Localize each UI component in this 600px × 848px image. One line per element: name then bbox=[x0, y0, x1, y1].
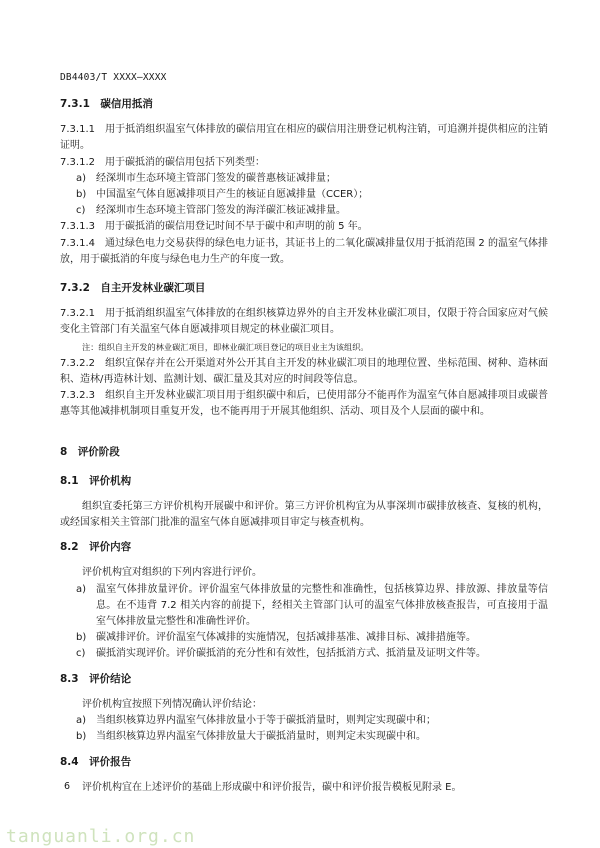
list-item bbox=[60, 171, 548, 187]
list-marker: b) bbox=[76, 731, 87, 743]
section-heading-8-1: 8.1 评价机构 bbox=[60, 474, 132, 487]
evaluation-content-list bbox=[60, 582, 548, 663]
list-item bbox=[60, 713, 548, 729]
clause-7-3-1-3: 7.3.1.3 用于碳抵消的碳信用登记时间不早于碳中和声明的前 5 年。 bbox=[60, 221, 368, 233]
clause-7-3-1-1: 7.3.1.1 用于抵消组织温室气体排放的碳信用宜在相应的碳信用注册登记机构注销，可追溯并提供相应的注销证明。 bbox=[60, 124, 548, 152]
section-heading-8-4: 8.4 评价报告 bbox=[60, 755, 132, 768]
list-marker: a) bbox=[76, 172, 87, 184]
list-marker: c) bbox=[76, 205, 86, 217]
page-number: 6 bbox=[64, 781, 71, 792]
chapter-heading-8: 8 评价阶段 bbox=[60, 446, 120, 459]
clause-7-3-1-4: 7.3.1.4 通过绿色电力交易获得的绿色电力证书，其证书上的二氧化碳减排量仅用于抵消范围 2 的温室气体排放，用于碳抵消的年度与绿色电力生产的年度一致。 bbox=[60, 237, 548, 265]
watermark: tanguanli.org.cn bbox=[6, 826, 196, 847]
paragraph-8-2-intro: 评价机构宜对组织的下列内容进行评价。 bbox=[82, 567, 262, 579]
list-item-text: 碳抵消实现评价。评价碳抵消的充分性和有效性，包括抵消方式、抵消量及证明文件等。 bbox=[96, 648, 486, 660]
note: 注：组织自主开发的林业碳汇项目，即林业碳汇项目登记的项目业主为该组织。 bbox=[82, 341, 369, 352]
list-item-text: 经深圳市生态环境主管部门签发的海洋碳汇核证减排量。 bbox=[96, 205, 346, 217]
list-marker: a) bbox=[76, 715, 87, 727]
list-item-text: 当组织核算边界内温室气体排放量小于等于碳抵消量时，则判定实现碳中和； bbox=[96, 715, 436, 727]
section-heading-8-3: 8.3 评价结论 bbox=[60, 672, 132, 685]
section-heading-7-3-2: 7.3.2 自主开发林业碳汇项目 bbox=[60, 282, 206, 295]
list-item bbox=[60, 582, 548, 631]
paragraph-8-4: 评价机构宜在上述评价的基础上形成碳中和评价报告，碳中和评价报告模板见附录 E。 bbox=[82, 781, 462, 793]
paragraph-8-3-intro: 评价机构宜按照下列情况确认评价结论： bbox=[82, 698, 262, 710]
clause-7-3-2-2: 7.3.2.2 组织宜保存并在公开渠道对外公开其自主开发的林业碳汇项目的地理位置、坐标范围、树种、造林面积、造林/再造林计划、监测计划、碳汇量及其对应的时间段等信息。 bbox=[60, 357, 548, 385]
standard-code: DB4403/T XXXX—XXXX bbox=[60, 72, 167, 83]
list-item-text: 中国温室气体自愿减排项目产生的核证自愿减排量（CCER）； bbox=[96, 189, 369, 201]
list-marker: b) bbox=[76, 632, 87, 644]
list-item bbox=[60, 729, 548, 745]
list-item-text: 经深圳市生态环境主管部门签发的碳普惠核证减排量； bbox=[96, 172, 336, 184]
list-item bbox=[60, 187, 548, 203]
clause-7-3-2-1: 7.3.2.1 用于抵消组织温室气体排放的在组织核算边界外的自主开发林业碳汇项目，仅限于符合国家应对气候变化主管部门有关温室气体自愿减排项目规定的林业碳汇项目。 bbox=[60, 308, 548, 336]
section-heading-7-3-1: 7.3.1 碳信用抵消 bbox=[60, 98, 153, 110]
list-item bbox=[60, 630, 548, 646]
list-marker: b) bbox=[76, 189, 87, 201]
list-item-text: 碳减排评价。评价温室气体减排的实施情况，包括减排基准、减排目标、减排措施等。 bbox=[96, 632, 476, 644]
clause-7-3-1-2: 7.3.1.2 用于碳抵消的碳信用包括下列类型： bbox=[60, 156, 265, 168]
list-item bbox=[60, 646, 548, 662]
list-item bbox=[60, 203, 548, 219]
paragraph-8-1: 组织宜委托第三方评价机构开展碳中和评价。第三方评价机构宜为从事深圳市碳排放核查、复核的机构，或经国家相关主管部门批准的温室气体自愿减排项目审定与核查机构。 bbox=[60, 500, 548, 529]
list-item-text: 温室气体排放量评价。评价温室气体排放量的完整性和准确性，包括核算边界、排放源、排放量等信息。在不违背 7.2 相关内容的前提下，经相关主管部门认可的温室气体排放核查报告，可直接用于温室气体排放量完整性和准确性评价。 bbox=[96, 583, 548, 628]
document-body bbox=[60, 96, 548, 796]
list-marker: a) bbox=[76, 583, 87, 595]
clause-7-3-2-3: 7.3.2.3 组织自主开发林业碳汇项目用于组织碳中和后，已使用部分不能再作为温室气体自愿减排项目或碳普惠等其他减排机制项目重复开发，也不能再用于开展其他组织、活动、项目及个人层面的碳中和。 bbox=[60, 390, 548, 418]
list-item-text: 当组织核算边界内温室气体排放量大于碳抵消量时，则判定未实现碳中和。 bbox=[96, 731, 426, 743]
evaluation-conclusion-list bbox=[60, 713, 548, 745]
credit-type-list bbox=[60, 171, 548, 220]
list-marker: c) bbox=[76, 648, 86, 660]
section-heading-8-2: 8.2 评价内容 bbox=[60, 541, 132, 554]
